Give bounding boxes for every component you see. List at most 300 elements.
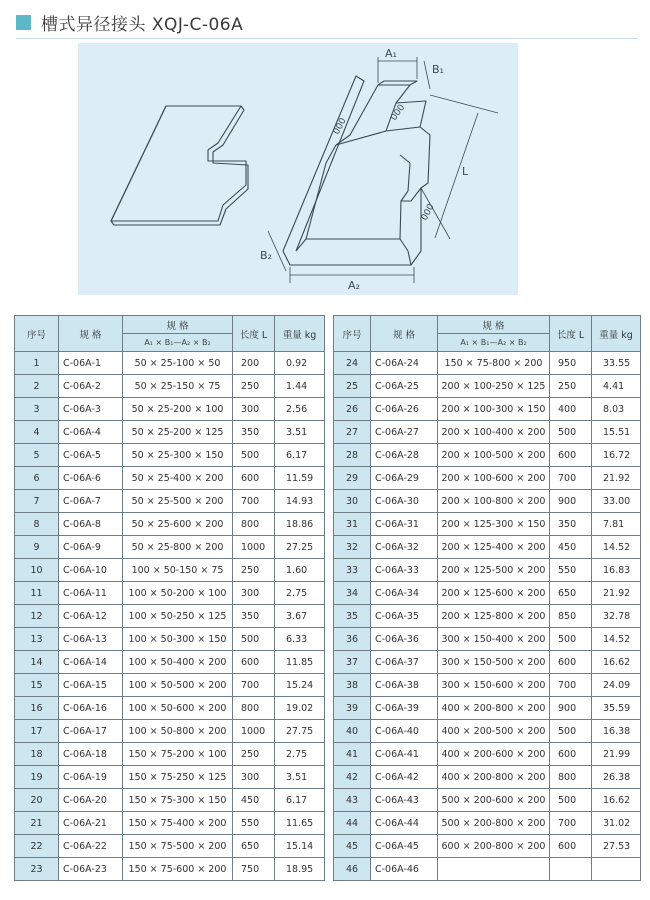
row-number: 26 [334,398,371,421]
length-value: 500 [233,628,275,651]
row-number: 14 [15,651,59,674]
spec-value: 400 × 200-500 × 200 [438,720,550,743]
weight-value: 31.02 [592,812,641,835]
table-row [334,582,641,605]
row-number: 27 [334,421,371,444]
model-code: C-06A-46 [371,858,438,881]
length-value: 500 [550,789,592,812]
row-number: 24 [334,352,371,375]
spec-value: 150 × 75-200 × 100 [123,743,233,766]
model-code: C-06A-33 [371,559,438,582]
table-row [15,490,325,513]
length-value: 550 [550,559,592,582]
title-marker-icon [16,15,31,30]
label-a2: A₂ [348,279,360,292]
row-number: 37 [334,651,371,674]
header-model: 规 格 [59,316,123,352]
weight-value: 16.62 [592,789,641,812]
spec-value: 100 × 50-400 × 200 [123,651,233,674]
weight-value: 33.00 [592,490,641,513]
model-code: C-06A-3 [59,398,123,421]
spec-value: 200 × 125-400 × 200 [438,536,550,559]
model-code: C-06A-16 [59,697,123,720]
row-number: 11 [15,582,59,605]
weight-value: 2.75 [275,743,325,766]
table-row [334,490,641,513]
model-code: C-06A-18 [59,743,123,766]
model-code: C-06A-25 [371,375,438,398]
model-code: C-06A-9 [59,536,123,559]
spec-value: 500 × 200-600 × 200 [438,789,550,812]
svg-text:000: 000 [389,102,408,123]
header-weight: 重量 kg [592,316,641,352]
model-code: C-06A-45 [371,835,438,858]
page-header [16,10,243,34]
spec-value [438,858,550,881]
spec-table-left [14,315,325,881]
model-code: C-06A-44 [371,812,438,835]
weight-value: 2.56 [275,398,325,421]
label-l: L [462,165,469,178]
weight-value: 14.52 [592,628,641,651]
weight-value: 21.99 [592,743,641,766]
weight-value: 11.65 [275,812,325,835]
model-code: C-06A-28 [371,444,438,467]
length-value: 500 [233,444,275,467]
length-value: 450 [233,789,275,812]
weight-value: 15.14 [275,835,325,858]
weight-value: 11.85 [275,651,325,674]
length-value: 300 [233,582,275,605]
table-row [15,743,325,766]
table-row [334,375,641,398]
weight-value: 19.02 [275,697,325,720]
weight-value [592,858,641,881]
model-code: C-06A-23 [59,858,123,881]
spec-value: 150 × 75-300 × 150 [123,789,233,812]
length-value: 700 [550,467,592,490]
spec-value: 400 × 200-800 × 200 [438,766,550,789]
spec-value: 200 × 125-800 × 200 [438,605,550,628]
spec-value: 600 × 200-800 × 200 [438,835,550,858]
header-model: 规 格 [371,316,438,352]
header-spec: 规 格 [123,316,233,334]
weight-value: 6.17 [275,789,325,812]
model-code: C-06A-42 [371,766,438,789]
spec-value: 300 × 150-600 × 200 [438,674,550,697]
table-row [15,421,325,444]
table-row [15,513,325,536]
weight-value: 0.92 [275,352,325,375]
length-value: 650 [550,582,592,605]
length-value: 350 [550,513,592,536]
weight-value: 21.92 [592,582,641,605]
row-number: 35 [334,605,371,628]
model-code: C-06A-21 [59,812,123,835]
spec-value: 100 × 50-300 × 150 [123,628,233,651]
label-b1: B₁ [432,63,444,76]
table-row [15,766,325,789]
row-number: 34 [334,582,371,605]
length-value: 800 [233,697,275,720]
weight-value: 2.75 [275,582,325,605]
weight-value: 16.72 [592,444,641,467]
weight-value: 18.86 [275,513,325,536]
weight-value: 14.52 [592,536,641,559]
length-value: 500 [550,421,592,444]
row-number: 32 [334,536,371,559]
svg-text:000: 000 [419,202,437,223]
length-value: 700 [233,674,275,697]
row-number: 31 [334,513,371,536]
table-row [15,720,325,743]
spec-value: 150 × 75-250 × 125 [123,766,233,789]
weight-value: 16.38 [592,720,641,743]
length-value: 600 [550,835,592,858]
row-number: 43 [334,789,371,812]
row-number: 7 [15,490,59,513]
table-row [334,835,641,858]
table-row [334,536,641,559]
model-code: C-06A-14 [59,651,123,674]
table-row [334,651,641,674]
weight-value: 6.17 [275,444,325,467]
weight-value: 3.67 [275,605,325,628]
spec-table-right [333,315,641,881]
table-row [15,858,325,881]
table-row [334,766,641,789]
model-code: C-06A-19 [59,766,123,789]
table-body-left [15,352,325,881]
model-code: C-06A-8 [59,513,123,536]
spec-value: 200 × 100-800 × 200 [438,490,550,513]
spec-value: 50 × 25-200 × 125 [123,421,233,444]
table-row [15,628,325,651]
model-code: C-06A-7 [59,490,123,513]
weight-value: 14.93 [275,490,325,513]
table-row [334,352,641,375]
length-value: 550 [233,812,275,835]
spec-value: 300 × 150-400 × 200 [438,628,550,651]
length-value: 250 [233,375,275,398]
table-row [334,513,641,536]
row-number: 29 [334,467,371,490]
row-number: 39 [334,697,371,720]
model-code: C-06A-43 [371,789,438,812]
table-row [334,858,641,881]
length-value: 250 [550,375,592,398]
page-title: 槽式异径接头 XQJ-C-06A [41,14,244,35]
row-number: 8 [15,513,59,536]
length-value: 450 [550,536,592,559]
svg-text:000: 000 [331,116,349,137]
model-code: C-06A-5 [59,444,123,467]
table-row [334,674,641,697]
table-row [15,812,325,835]
table-row [334,467,641,490]
length-value: 500 [550,720,592,743]
row-number: 10 [15,559,59,582]
length-value [550,858,592,881]
length-value: 300 [233,766,275,789]
spec-value: 50 × 25-400 × 200 [123,467,233,490]
row-number: 21 [15,812,59,835]
weight-value: 35.59 [592,697,641,720]
header-weight: 重量 kg [275,316,325,352]
weight-value: 4.41 [592,375,641,398]
model-code: C-06A-30 [371,490,438,513]
spec-value: 500 × 200-800 × 200 [438,812,550,835]
length-value: 350 [233,605,275,628]
table-row [15,375,325,398]
table-row [334,697,641,720]
header-spec: 规 格 [438,316,550,334]
table-row [15,398,325,421]
spec-value: 150 × 75-600 × 200 [123,858,233,881]
model-code: C-06A-32 [371,536,438,559]
table-row [334,789,641,812]
weight-value: 32.78 [592,605,641,628]
weight-value: 6.33 [275,628,325,651]
row-number: 6 [15,467,59,490]
spec-value: 200 × 100-300 × 150 [438,398,550,421]
length-value: 700 [233,490,275,513]
row-number: 4 [15,421,59,444]
model-code: C-06A-34 [371,582,438,605]
spec-value: 150 × 75-400 × 200 [123,812,233,835]
weight-value: 33.55 [592,352,641,375]
table-row [15,651,325,674]
row-number: 12 [15,605,59,628]
model-code: C-06A-1 [59,352,123,375]
model-code: C-06A-39 [371,697,438,720]
weight-value: 27.25 [275,536,325,559]
model-code: C-06A-31 [371,513,438,536]
row-number: 13 [15,628,59,651]
spec-value: 50 × 25-150 × 75 [123,375,233,398]
length-value: 250 [233,743,275,766]
row-number: 16 [15,697,59,720]
table-row [334,812,641,835]
row-number: 38 [334,674,371,697]
model-code: C-06A-26 [371,398,438,421]
model-code: C-06A-41 [371,743,438,766]
spec-value: 100 × 50-250 × 125 [123,605,233,628]
table-row [334,720,641,743]
length-value: 900 [550,490,592,513]
weight-value: 16.62 [592,651,641,674]
model-code: C-06A-24 [371,352,438,375]
spec-value: 100 × 50-800 × 200 [123,720,233,743]
model-code: C-06A-40 [371,720,438,743]
spec-value: 200 × 125-600 × 200 [438,582,550,605]
row-number: 3 [15,398,59,421]
length-value: 250 [233,559,275,582]
spec-value: 50 × 25-300 × 150 [123,444,233,467]
model-code: C-06A-35 [371,605,438,628]
model-code: C-06A-4 [59,421,123,444]
row-number: 5 [15,444,59,467]
table-row [15,467,325,490]
table-row [334,444,641,467]
model-code: C-06A-36 [371,628,438,651]
table-row [334,605,641,628]
weight-value: 3.51 [275,421,325,444]
row-number: 25 [334,375,371,398]
model-code: C-06A-29 [371,467,438,490]
length-value: 350 [233,421,275,444]
table-row [15,789,325,812]
weight-value: 15.51 [592,421,641,444]
length-value: 1000 [233,720,275,743]
row-number: 42 [334,766,371,789]
row-number: 46 [334,858,371,881]
weight-value: 3.51 [275,766,325,789]
model-code: C-06A-13 [59,628,123,651]
table-row [334,398,641,421]
table-row [15,352,325,375]
weight-value: 1.60 [275,559,325,582]
spec-value: 50 × 25-600 × 200 [123,513,233,536]
length-value: 700 [550,674,592,697]
spec-value: 50 × 25-200 × 100 [123,398,233,421]
model-code: C-06A-11 [59,582,123,605]
model-code: C-06A-37 [371,651,438,674]
length-value: 750 [233,858,275,881]
weight-value: 16.83 [592,559,641,582]
row-number: 30 [334,490,371,513]
table-row [15,697,325,720]
length-value: 600 [550,743,592,766]
cover-plate [111,106,248,225]
length-value: 600 [550,651,592,674]
spec-value: 200 × 100-500 × 200 [438,444,550,467]
spec-value: 150 × 75-800 × 200 [438,352,550,375]
row-number: 44 [334,812,371,835]
row-number: 28 [334,444,371,467]
row-number: 33 [334,559,371,582]
row-number: 20 [15,789,59,812]
model-code: C-06A-38 [371,674,438,697]
spec-value: 50 × 25-100 × 50 [123,352,233,375]
spec-value: 50 × 25-800 × 200 [123,536,233,559]
length-value: 800 [233,513,275,536]
length-value: 600 [233,651,275,674]
length-value: 200 [233,352,275,375]
spec-value: 400 × 200-600 × 200 [438,743,550,766]
weight-value: 21.92 [592,467,641,490]
model-code: C-06A-2 [59,375,123,398]
model-code: C-06A-17 [59,720,123,743]
length-value: 1000 [233,536,275,559]
weight-value: 1.44 [275,375,325,398]
spec-value: 200 × 100-600 × 200 [438,467,550,490]
weight-value: 8.03 [592,398,641,421]
header-spec-sub: A₁ × B₁—A₂ × B₂ [438,334,550,352]
length-value: 700 [550,812,592,835]
table-row [334,743,641,766]
length-value: 600 [233,467,275,490]
spec-value: 200 × 125-300 × 150 [438,513,550,536]
label-a1: A₁ [385,47,397,60]
header-spec-sub: A₁ × B₁—A₂ × B₂ [123,334,233,352]
length-value: 600 [550,444,592,467]
reducer-drawing [78,43,518,295]
spec-value: 50 × 25-500 × 200 [123,490,233,513]
length-value: 400 [550,398,592,421]
table-body-right [334,352,641,881]
reducer-body [283,76,430,265]
length-value: 300 [233,398,275,421]
table-row [334,628,641,651]
table-row [334,559,641,582]
model-code: C-06A-6 [59,467,123,490]
row-number: 19 [15,766,59,789]
weight-value: 26.38 [592,766,641,789]
length-value: 950 [550,352,592,375]
model-code: C-06A-12 [59,605,123,628]
spec-value: 100 × 50-600 × 200 [123,697,233,720]
header-length: 长度 L [233,316,275,352]
row-number: 18 [15,743,59,766]
header-divider [16,38,638,39]
header-length: 长度 L [550,316,592,352]
row-number: 41 [334,743,371,766]
label-b2: B₂ [260,249,272,262]
model-code: C-06A-22 [59,835,123,858]
table-row [15,674,325,697]
table-row [15,444,325,467]
length-value: 500 [550,628,592,651]
row-number: 2 [15,375,59,398]
model-code: C-06A-15 [59,674,123,697]
row-number: 9 [15,536,59,559]
spec-value: 200 × 125-500 × 200 [438,559,550,582]
table-row [15,559,325,582]
row-number: 1 [15,352,59,375]
row-number: 22 [15,835,59,858]
spec-value: 150 × 75-500 × 200 [123,835,233,858]
table-row [15,605,325,628]
spec-value: 100 × 50-200 × 100 [123,582,233,605]
length-value: 850 [550,605,592,628]
spec-value: 100 × 50-500 × 200 [123,674,233,697]
length-value: 900 [550,697,592,720]
row-number: 15 [15,674,59,697]
weight-value: 27.53 [592,835,641,858]
spec-value: 400 × 200-800 × 200 [438,697,550,720]
product-diagram [78,43,518,295]
row-number: 17 [15,720,59,743]
spec-value: 100 × 50-150 × 75 [123,559,233,582]
row-number: 45 [334,835,371,858]
header-no: 序号 [334,316,371,352]
weight-value: 27.75 [275,720,325,743]
table-row [15,835,325,858]
header-no: 序号 [15,316,59,352]
length-value: 800 [550,766,592,789]
model-code: C-06A-27 [371,421,438,444]
weight-value: 15.24 [275,674,325,697]
row-number: 23 [15,858,59,881]
model-code: C-06A-20 [59,789,123,812]
length-value: 650 [233,835,275,858]
model-code: C-06A-10 [59,559,123,582]
weight-value: 11.59 [275,467,325,490]
table-row [15,536,325,559]
row-number: 40 [334,720,371,743]
table-row [15,582,325,605]
